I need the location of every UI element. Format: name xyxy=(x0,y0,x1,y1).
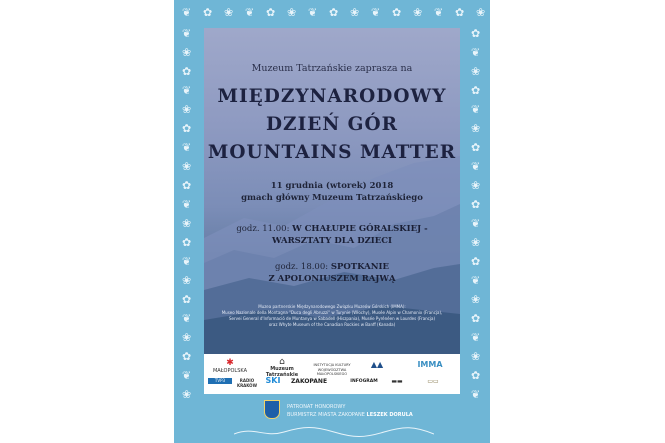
flourish-ornament-icon: ✿ xyxy=(471,198,481,211)
partner-logo-icon: ▭▭ xyxy=(427,378,439,385)
title-line-2: DZIEŃ GÓR xyxy=(266,114,398,135)
tvp-logo: TVP3 xyxy=(208,378,232,384)
flourish-ornament-icon: ❀ xyxy=(224,6,234,19)
flourish-ornament-icon: ✿ xyxy=(203,6,213,19)
poster xyxy=(174,0,490,443)
infogram-logo: INFOGRAM xyxy=(350,379,378,384)
flourish-ornament-icon: ✿ xyxy=(182,236,192,249)
flourish-ornament-icon: ✿ xyxy=(471,27,481,40)
radio-krakow-logo: RADIO KRAKÓW xyxy=(236,378,257,388)
flourish-ornament-icon: ❀ xyxy=(471,65,481,78)
flourish-ornament-icon: ❦ xyxy=(471,274,481,287)
flourish-ornament-icon: ❀ xyxy=(182,46,192,59)
flourish-ornament-icon: ❦ xyxy=(434,6,444,19)
flourish-ornament-icon: ✿ xyxy=(182,122,192,135)
flourish-ornament-icon: ❦ xyxy=(471,388,481,401)
flourish-ornament-icon: ❦ xyxy=(471,217,481,230)
flourish-ornament-icon: ❀ xyxy=(182,274,192,287)
flourish-ornament-icon: ✿ xyxy=(471,141,481,154)
partner-logo-icon: ▬▬ xyxy=(391,378,403,385)
event-1-title: W CHAŁUPIE GÓRALSKIEJ - xyxy=(292,224,428,234)
title-line-1: MIĘDZYNARODOWY xyxy=(217,86,447,107)
partners-line: Servei General d'Informació de Muntanya w Sabadell (Hiszpania), Musée Pyrénéen w Lourdes (Francja) xyxy=(228,316,436,321)
flourish-ornament-icon: ❀ xyxy=(471,236,481,249)
flourish-ornament-icon: ❦ xyxy=(308,6,318,19)
date-line-2: gmach główny Muzeum Tatrzańskiego xyxy=(241,193,423,203)
zakopane-crest-icon xyxy=(264,400,280,419)
partners-line: Muzea partnerskie Międzynarodowego Związku Muzeów Górskich (IMMA): xyxy=(258,304,406,309)
partners-line: Museo Nazionale della Montagna "Duca degli Abruzzi" w Turynie (Włochy), Musée Alpin w Chamonix (Francja), xyxy=(221,310,443,315)
flourish-ornament-icon: ❀ xyxy=(182,331,192,344)
flourish-ornament-icon: ❀ xyxy=(471,122,481,135)
bottom-swirl-ornament xyxy=(234,424,434,440)
flourish-ornament-icon: ❀ xyxy=(182,217,192,230)
flourish-ornament-icon: ✿ xyxy=(471,312,481,325)
event-date xyxy=(204,180,460,204)
flourish-ornament-icon: ❦ xyxy=(182,255,192,268)
flourish-ornament-icon: ❦ xyxy=(471,160,481,173)
zakopane-logo: ZAKOPANE xyxy=(290,378,328,385)
flourish-ornament-icon: ✿ xyxy=(471,369,481,382)
flourish-ornament-icon: ❦ xyxy=(182,312,192,325)
flourish-ornament-icon: ✿ xyxy=(455,6,465,19)
museum-mark-icon: ⌂ xyxy=(279,357,285,367)
flourish-ornament-icon: ❦ xyxy=(471,46,481,59)
flourish-ornament-icon: ❀ xyxy=(182,103,192,116)
patron-line-1: PATRONAT HONOROWY xyxy=(287,404,346,410)
event-1 xyxy=(204,223,460,247)
patron-name: LESZEK DORULA xyxy=(366,412,413,418)
flourish-ornament-icon: ❀ xyxy=(350,6,360,19)
muzeum-tatrzanskie-logo: ⌂ Muzeum Tatrzańskie xyxy=(265,357,299,378)
partner-museums-text xyxy=(204,304,460,328)
flourish-ornament-icon: ❦ xyxy=(182,198,192,211)
flourish-ornament-icon: ❦ xyxy=(182,6,192,19)
flourish-ornament-icon: ✿ xyxy=(471,255,481,268)
flourish-ornament-icon: ✿ xyxy=(329,6,339,19)
malopolska-logo: ✱ MAŁOPOLSKA xyxy=(212,358,247,374)
flourish-ornament-icon: ❦ xyxy=(471,331,481,344)
ski-logo: SKI xyxy=(265,376,281,385)
flourish-ornament-icon: ❀ xyxy=(182,388,192,401)
event-2-title: SPOTKANIE xyxy=(330,262,389,272)
flourish-ornament-icon: ❀ xyxy=(471,350,481,363)
flourish-ornament-icon: ✿ xyxy=(182,65,192,78)
flourish-ornament-icon: ❦ xyxy=(182,27,192,40)
flourish-ornament-icon: ✿ xyxy=(182,350,192,363)
event-1-time: godz. 11.00: xyxy=(236,224,290,234)
flourish-ornament-icon: ✿ xyxy=(471,84,481,97)
event-2 xyxy=(204,261,460,285)
flourish-ornament-icon: ❀ xyxy=(476,6,486,19)
patron-line-2: BURMISTRZ MIASTA ZAKOPANE xyxy=(287,412,365,418)
mountain-photo-panel xyxy=(204,28,460,354)
imma-logo: IMMA xyxy=(417,360,443,369)
flourish-ornament-icon: ❦ xyxy=(245,6,255,19)
flourish-ornament-icon: ❀ xyxy=(413,6,423,19)
flourish-ornament-icon: ✿ xyxy=(182,179,192,192)
flourish-ornament-icon: ❦ xyxy=(371,6,381,19)
partners-line: oraz Whyte Museum of the Canadian Rockies w Banff (Kanada) xyxy=(268,322,396,327)
flourish-ornament-icon: ❀ xyxy=(182,160,192,173)
flourish-ornament-icon: ✿ xyxy=(182,293,192,306)
intro-text: Muzeum Tatrzańskie zaprasza na xyxy=(251,63,413,74)
flourish-ornament-icon: ✿ xyxy=(266,6,276,19)
event-2-time: godz. 18.00: xyxy=(275,262,329,272)
title-line-3: MOUNTAINS MATTER xyxy=(207,142,457,163)
flourish-ornament-icon: ❦ xyxy=(182,84,192,97)
flourish-ornament-icon: ❀ xyxy=(471,293,481,306)
flourish-ornament-icon: ❦ xyxy=(182,141,192,154)
flourish-ornament-icon: ❦ xyxy=(182,369,192,382)
honorary-patronage xyxy=(287,403,413,419)
malopolska-mark-icon: ✱ xyxy=(226,358,234,368)
flourish-ornament-icon: ❀ xyxy=(287,6,297,19)
event-1-title-cont: WARSZTATY DLA DZIECI xyxy=(271,236,393,246)
sponsor-logos-strip xyxy=(204,354,460,394)
date-line-1: 11 grudnia (wtorek) 2018 xyxy=(270,181,394,191)
institution-logo: INSTYTUCJA KULTURY WOJEWÓDZTWA MAŁOPOLSKIEGO xyxy=(313,363,351,376)
event-2-title-cont: Z APOLONIUSZEM RAJWĄ xyxy=(268,274,396,284)
flourish-ornament-icon: ❦ xyxy=(471,103,481,116)
mountain-badge-icon: ▲▲ xyxy=(370,360,384,369)
flourish-ornament-icon: ❀ xyxy=(471,179,481,192)
flourish-ornament-icon: ✿ xyxy=(392,6,402,19)
